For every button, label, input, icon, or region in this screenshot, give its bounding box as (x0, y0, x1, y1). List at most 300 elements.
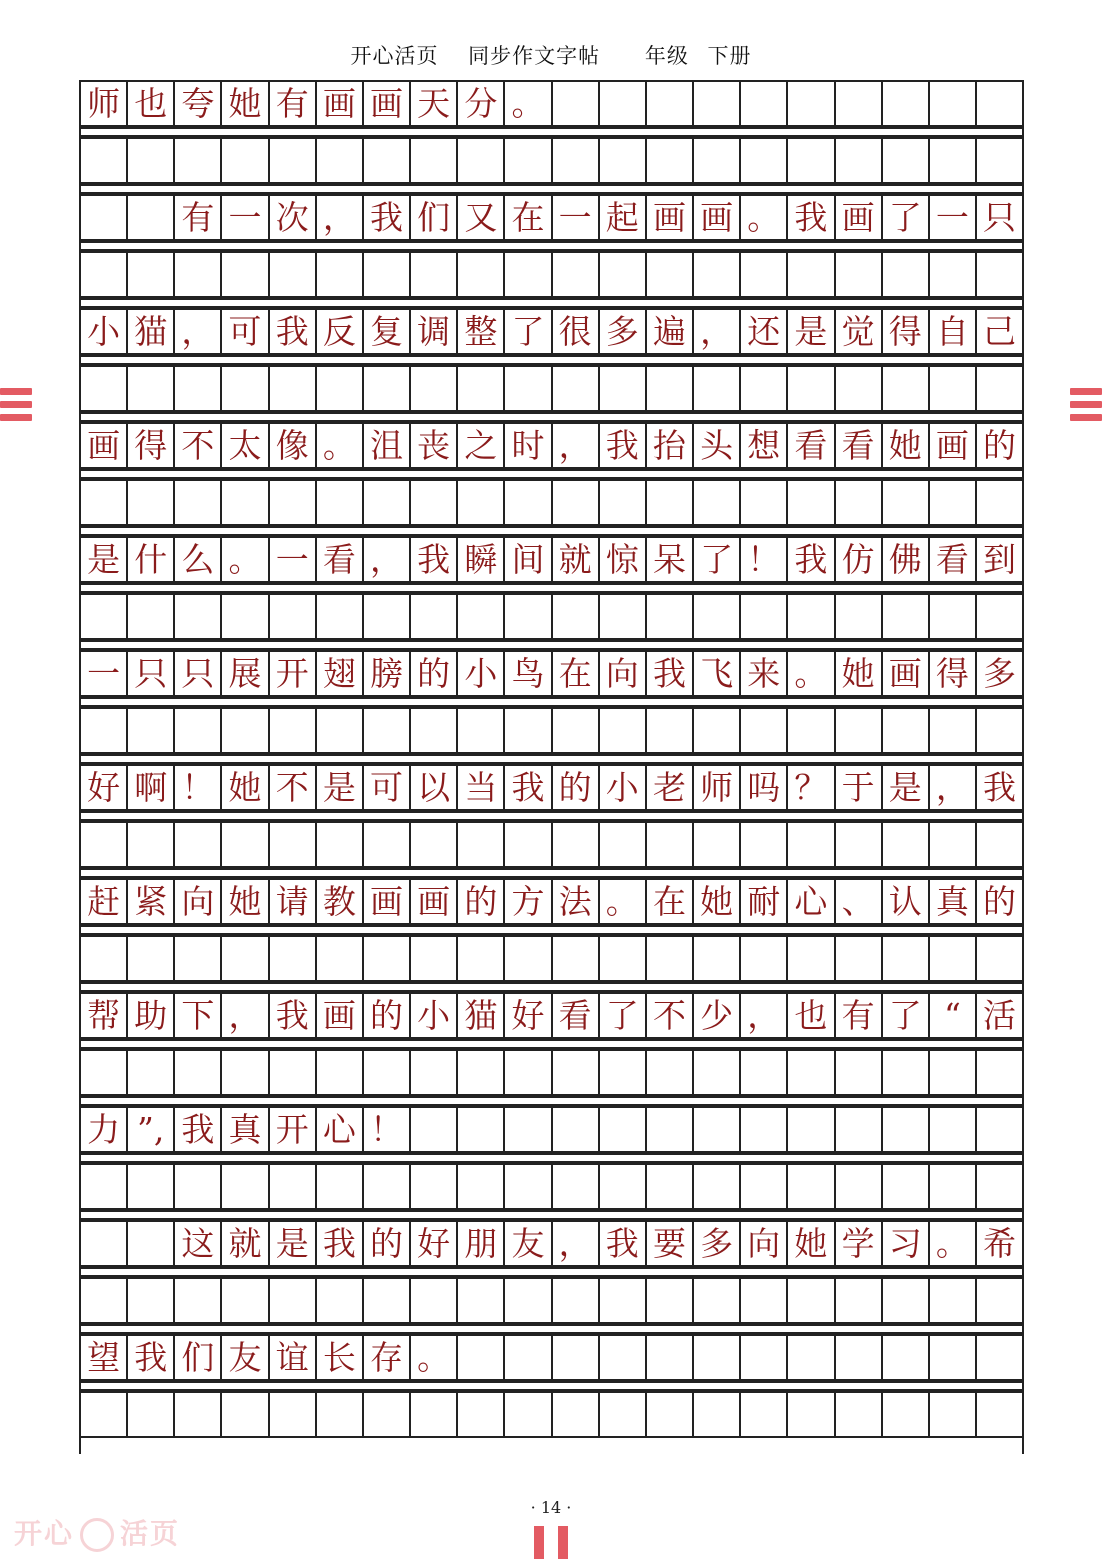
empty-cell (409, 937, 456, 980)
empty-cell (551, 1051, 598, 1094)
grid-cell: 们 (173, 1336, 220, 1379)
empty-cell (362, 1165, 409, 1208)
grid-cell (881, 1336, 928, 1379)
grid-cell: 一 (87, 654, 121, 693)
grid-cell: 就 (551, 538, 598, 581)
grid-cell (739, 1108, 786, 1151)
empty-cell (315, 1393, 362, 1436)
grid-cell: 认 (881, 880, 928, 923)
empty-cell (268, 1165, 315, 1208)
grid-cell: 的 (975, 880, 1022, 923)
row-gap (81, 127, 1022, 137)
empty-cell (881, 367, 928, 410)
empty-cell (503, 823, 550, 866)
empty-cell (126, 1393, 173, 1436)
empty-cell (220, 1165, 267, 1208)
empty-cell (409, 1165, 456, 1208)
grid-cell: 很 (551, 310, 598, 353)
grid-cell: 鸟 (503, 652, 550, 695)
empty-cell (739, 253, 786, 296)
grid-cell: 是 (881, 766, 928, 809)
row-gap (81, 583, 1022, 593)
grid-cell: 开 (268, 1108, 315, 1151)
grid-cell: 我 (409, 538, 456, 581)
text-row (81, 422, 1022, 469)
empty-cell (975, 1393, 1022, 1436)
grid-cell: 分 (456, 82, 503, 125)
empty-cell (692, 253, 739, 296)
grid-cell (881, 82, 928, 125)
empty-cell (739, 1393, 786, 1436)
empty-cell (975, 595, 1022, 638)
empty-cell (362, 1051, 409, 1094)
grid-cell (598, 1336, 645, 1379)
empty-cell (268, 937, 315, 980)
grid-cell: ！ (362, 1108, 409, 1151)
row-gap (81, 469, 1022, 479)
grid-cell: 是 (786, 310, 833, 353)
empty-cell (834, 139, 881, 182)
empty-cell (975, 253, 1022, 296)
empty-cell (786, 595, 833, 638)
grid-cell: 了 (692, 538, 739, 581)
grid-cell (834, 1336, 881, 1379)
empty-cell (503, 139, 550, 182)
empty-cell (928, 823, 975, 866)
practice-row (81, 1163, 1022, 1210)
row-gap (81, 1324, 1022, 1334)
grid-cell (928, 1336, 975, 1379)
grid-cell: 佛 (881, 538, 928, 581)
empty-cell (409, 823, 456, 866)
grid-cell (551, 82, 598, 125)
empty-cell (834, 937, 881, 980)
empty-cell (598, 1393, 645, 1436)
grid-cell: 教 (315, 880, 362, 923)
grid-cell: 夸 (173, 82, 220, 125)
grid-cell (645, 82, 692, 125)
grid-cell: 飞 (692, 652, 739, 695)
grid-cell: 像 (268, 424, 315, 467)
text-row (81, 878, 1022, 925)
empty-cell (786, 1051, 833, 1094)
grid-cell: 了 (598, 994, 645, 1037)
text-row (81, 536, 1022, 583)
grid-cell: 一 (551, 196, 598, 239)
grid-cell: 师 (692, 766, 739, 809)
empty-cell (126, 709, 173, 752)
empty-cell (456, 1165, 503, 1208)
empty-cell (928, 139, 975, 182)
empty-cell (268, 709, 315, 752)
empty-cell (173, 139, 220, 182)
empty-cell (81, 139, 126, 182)
grid-cell: 以 (409, 766, 456, 809)
grid-cell: 之 (456, 424, 503, 467)
empty-cell (503, 1393, 550, 1436)
empty-cell (126, 367, 173, 410)
grid-cell (834, 82, 881, 125)
grid-cell: 什 (126, 538, 173, 581)
grid-cell: 起 (598, 196, 645, 239)
empty-cell (126, 937, 173, 980)
empty-cell (503, 481, 550, 524)
row-gap (81, 526, 1022, 536)
watermark-right-text: 活页 (120, 1517, 181, 1550)
grid-cell: 一 (928, 196, 975, 239)
grid-cell: 一 (268, 538, 315, 581)
empty-cell (928, 367, 975, 410)
empty-cell (645, 1279, 692, 1322)
grid-cell: 小 (409, 994, 456, 1037)
empty-cell (645, 367, 692, 410)
grid-cell: 得 (928, 652, 975, 695)
grid-cell: 了 (881, 196, 928, 239)
empty-cell (598, 481, 645, 524)
grid-cell: 画 (362, 880, 409, 923)
grid-cell (975, 1336, 1022, 1379)
grid-cell: 太 (220, 424, 267, 467)
grid-cell: 的 (975, 424, 1022, 467)
row-gap (81, 868, 1022, 878)
empty-cell (692, 595, 739, 638)
empty-cell (598, 1165, 645, 1208)
grid-cell: 向 (739, 1222, 786, 1265)
empty-cell (928, 937, 975, 980)
empty-cell (881, 937, 928, 980)
grid-cell: 活 (975, 994, 1022, 1037)
empty-cell (173, 1279, 220, 1322)
empty-cell (692, 481, 739, 524)
grid-cell: 师 (87, 84, 121, 123)
grid-cell: 紧 (126, 880, 173, 923)
grid-cell: 长 (315, 1336, 362, 1379)
grid-cell: 有 (834, 994, 881, 1037)
empty-cell (220, 367, 267, 410)
empty-cell (598, 937, 645, 980)
empty-cell (315, 139, 362, 182)
empty-cell (362, 823, 409, 866)
empty-cell (551, 709, 598, 752)
empty-cell (503, 709, 550, 752)
empty-cell (409, 1051, 456, 1094)
empty-cell (739, 1279, 786, 1322)
empty-cell (268, 1279, 315, 1322)
volume-label: 下册 (707, 44, 752, 68)
practice-row (81, 365, 1022, 412)
empty-cell (645, 139, 692, 182)
empty-cell (645, 823, 692, 866)
grid-cell: 好 (87, 768, 121, 807)
grid-cell: 呆 (645, 538, 692, 581)
grid-cell: 间 (503, 538, 550, 581)
empty-cell (456, 1279, 503, 1322)
empty-cell (126, 253, 173, 296)
grid-cell: 瞬 (456, 538, 503, 581)
empty-cell (409, 1279, 456, 1322)
row-gap (81, 241, 1022, 251)
empty-cell (503, 367, 550, 410)
grid-cell: 、 (834, 880, 881, 923)
empty-cell (456, 595, 503, 638)
grid-cell: 我 (598, 424, 645, 467)
grid-cell: 我 (268, 994, 315, 1037)
empty-cell (645, 1051, 692, 1094)
row-gap (81, 355, 1022, 365)
empty-cell (786, 1279, 833, 1322)
empty-cell (551, 481, 598, 524)
practice-row (81, 251, 1022, 298)
page-header (0, 40, 1102, 76)
empty-cell (834, 823, 881, 866)
empty-cell (786, 937, 833, 980)
empty-cell (126, 823, 173, 866)
empty-cell (786, 139, 833, 182)
empty-cell (173, 823, 220, 866)
grid-cell: 不 (173, 424, 220, 467)
grid-cell: ， (220, 994, 267, 1037)
grid-cell (126, 196, 173, 239)
empty-cell (456, 823, 503, 866)
empty-cell (975, 823, 1022, 866)
row-gap (81, 298, 1022, 308)
logo-ring-icon (80, 1518, 114, 1552)
empty-cell (928, 595, 975, 638)
grid-cell: 又 (456, 196, 503, 239)
grid-cell: 在 (551, 652, 598, 695)
grid-cell: 。 (315, 424, 362, 467)
empty-cell (739, 367, 786, 410)
grid-cell: 画 (834, 196, 881, 239)
grid-cell: 小 (87, 312, 121, 351)
grid-cell: 遍 (645, 310, 692, 353)
empty-cell (881, 595, 928, 638)
grid-cell: 翅 (315, 652, 362, 695)
practice-row (81, 821, 1022, 868)
grid-cell: “ (928, 994, 975, 1037)
empty-cell (928, 253, 975, 296)
empty-cell (928, 709, 975, 752)
empty-cell (739, 481, 786, 524)
grid-cell: 我 (173, 1108, 220, 1151)
row-gap (81, 412, 1022, 422)
empty-cell (928, 1393, 975, 1436)
grid-cell: 看 (786, 424, 833, 467)
grid-cell: 助 (126, 994, 173, 1037)
grid-cell: 她 (881, 424, 928, 467)
empty-cell (551, 1279, 598, 1322)
grid-cell: ， (315, 196, 362, 239)
empty-cell (692, 367, 739, 410)
empty-cell (362, 367, 409, 410)
empty-cell (881, 253, 928, 296)
empty-cell (456, 253, 503, 296)
row-gap (81, 811, 1022, 821)
empty-cell (881, 1051, 928, 1094)
grid-cell (81, 1222, 126, 1265)
empty-cell (551, 595, 598, 638)
grade-label: 年级 (644, 44, 689, 68)
grid-cell: 习 (881, 1222, 928, 1265)
empty-cell (692, 139, 739, 182)
empty-cell (268, 139, 315, 182)
grid-cell: 也 (126, 82, 173, 125)
grid-cell: 我 (645, 652, 692, 695)
grid-cell: 。 (503, 82, 550, 125)
grid-cell: 沮 (362, 424, 409, 467)
grid-cell: 法 (551, 880, 598, 923)
grid-cell (409, 1108, 456, 1151)
grid-cell (928, 82, 975, 125)
grid-cell: 真 (220, 1108, 267, 1151)
practice-row (81, 479, 1022, 526)
grid-cell: 吗 (739, 766, 786, 809)
grid-cell: 好 (503, 994, 550, 1037)
grid-cell (645, 1108, 692, 1151)
empty-cell (551, 139, 598, 182)
empty-cell (220, 253, 267, 296)
grid-cell: 存 (362, 1336, 409, 1379)
row-gap (81, 184, 1022, 194)
grid-cell: 请 (268, 880, 315, 923)
grid-cell: 看 (834, 424, 881, 467)
grid-cell: 小 (598, 766, 645, 809)
grid-cell: 只 (173, 652, 220, 695)
grid-cell: 真 (928, 880, 975, 923)
grid-cell: 当 (456, 766, 503, 809)
empty-cell (692, 1279, 739, 1322)
grid-cell: 可 (220, 310, 267, 353)
empty-cell (315, 823, 362, 866)
grid-cell (126, 1222, 173, 1265)
grid-cell: 天 (409, 82, 456, 125)
empty-cell (739, 595, 786, 638)
grid-cell (503, 1336, 550, 1379)
page-number: · 14 · (530, 1498, 572, 1517)
empty-cell (173, 481, 220, 524)
grid-cell: 画 (315, 82, 362, 125)
grid-cell: 整 (456, 310, 503, 353)
grid-cell: 画 (315, 994, 362, 1037)
grid-cell: 来 (739, 652, 786, 695)
grid-cell: 画 (881, 652, 928, 695)
empty-cell (834, 367, 881, 410)
empty-cell (81, 481, 126, 524)
empty-cell (739, 139, 786, 182)
grid-cell: 抬 (645, 424, 692, 467)
grid-cell: 友 (503, 1222, 550, 1265)
practice-row (81, 1049, 1022, 1096)
row-gap (81, 754, 1022, 764)
grid-cell: 可 (362, 766, 409, 809)
grid-cell: 复 (362, 310, 409, 353)
grid-cell: 我 (975, 766, 1022, 809)
grid-cell: 一 (220, 196, 267, 239)
grid-cell: 猫 (456, 994, 503, 1037)
empty-cell (456, 367, 503, 410)
text-row (81, 80, 1022, 127)
grid-cell: 老 (645, 766, 692, 809)
empty-cell (126, 139, 173, 182)
grid-cell: 望 (87, 1338, 121, 1377)
empty-cell (598, 709, 645, 752)
empty-cell (786, 253, 833, 296)
empty-cell (834, 595, 881, 638)
empty-cell (551, 937, 598, 980)
grid-cell: 我 (315, 1222, 362, 1265)
grid-cell: 么 (173, 538, 220, 581)
grid-cell (81, 196, 126, 239)
empty-cell (362, 1279, 409, 1322)
grid-cell: 到 (975, 538, 1022, 581)
empty-cell (173, 253, 220, 296)
empty-cell (220, 139, 267, 182)
empty-cell (881, 481, 928, 524)
empty-cell (315, 1051, 362, 1094)
grid-cell: 多 (975, 652, 1022, 695)
empty-cell (975, 1279, 1022, 1322)
empty-cell (928, 1051, 975, 1094)
empty-cell (834, 481, 881, 524)
grid-cell: ， (173, 310, 220, 353)
empty-cell (928, 481, 975, 524)
empty-cell (220, 1393, 267, 1436)
grid-cell: 只 (975, 196, 1022, 239)
empty-cell (503, 1051, 550, 1094)
grid-cell: ！ (739, 538, 786, 581)
empty-cell (456, 481, 503, 524)
grid-cell: 不 (645, 994, 692, 1037)
grid-cell: 反 (315, 310, 362, 353)
empty-cell (645, 1165, 692, 1208)
empty-cell (551, 823, 598, 866)
grid-cell (692, 82, 739, 125)
empty-cell (692, 709, 739, 752)
empty-cell (692, 1165, 739, 1208)
empty-cell (362, 253, 409, 296)
text-row (81, 764, 1022, 811)
brand-name: 开心活页 (350, 44, 439, 68)
writing-grid (79, 80, 1024, 1454)
empty-cell (126, 481, 173, 524)
grid-cell: 少 (692, 994, 739, 1037)
empty-cell (456, 709, 503, 752)
row-gap (81, 1267, 1022, 1277)
empty-cell (881, 1393, 928, 1436)
grid-cell: 于 (834, 766, 881, 809)
empty-cell (409, 253, 456, 296)
empty-cell (598, 823, 645, 866)
empty-cell (268, 367, 315, 410)
empty-cell (362, 709, 409, 752)
empty-cell (645, 1393, 692, 1436)
grid-cell (881, 1108, 928, 1151)
grid-cell: 这 (173, 1222, 220, 1265)
bottom-binding-mark (534, 1526, 568, 1559)
empty-cell (81, 1279, 126, 1322)
grid-cell: 有 (173, 196, 220, 239)
empty-cell (834, 253, 881, 296)
empty-cell (409, 367, 456, 410)
grid-cell (598, 82, 645, 125)
empty-cell (220, 481, 267, 524)
empty-cell (503, 1165, 550, 1208)
empty-cell (268, 595, 315, 638)
grid-cell: 看 (551, 994, 598, 1037)
empty-cell (739, 709, 786, 752)
empty-cell (268, 1051, 315, 1094)
empty-cell (786, 709, 833, 752)
